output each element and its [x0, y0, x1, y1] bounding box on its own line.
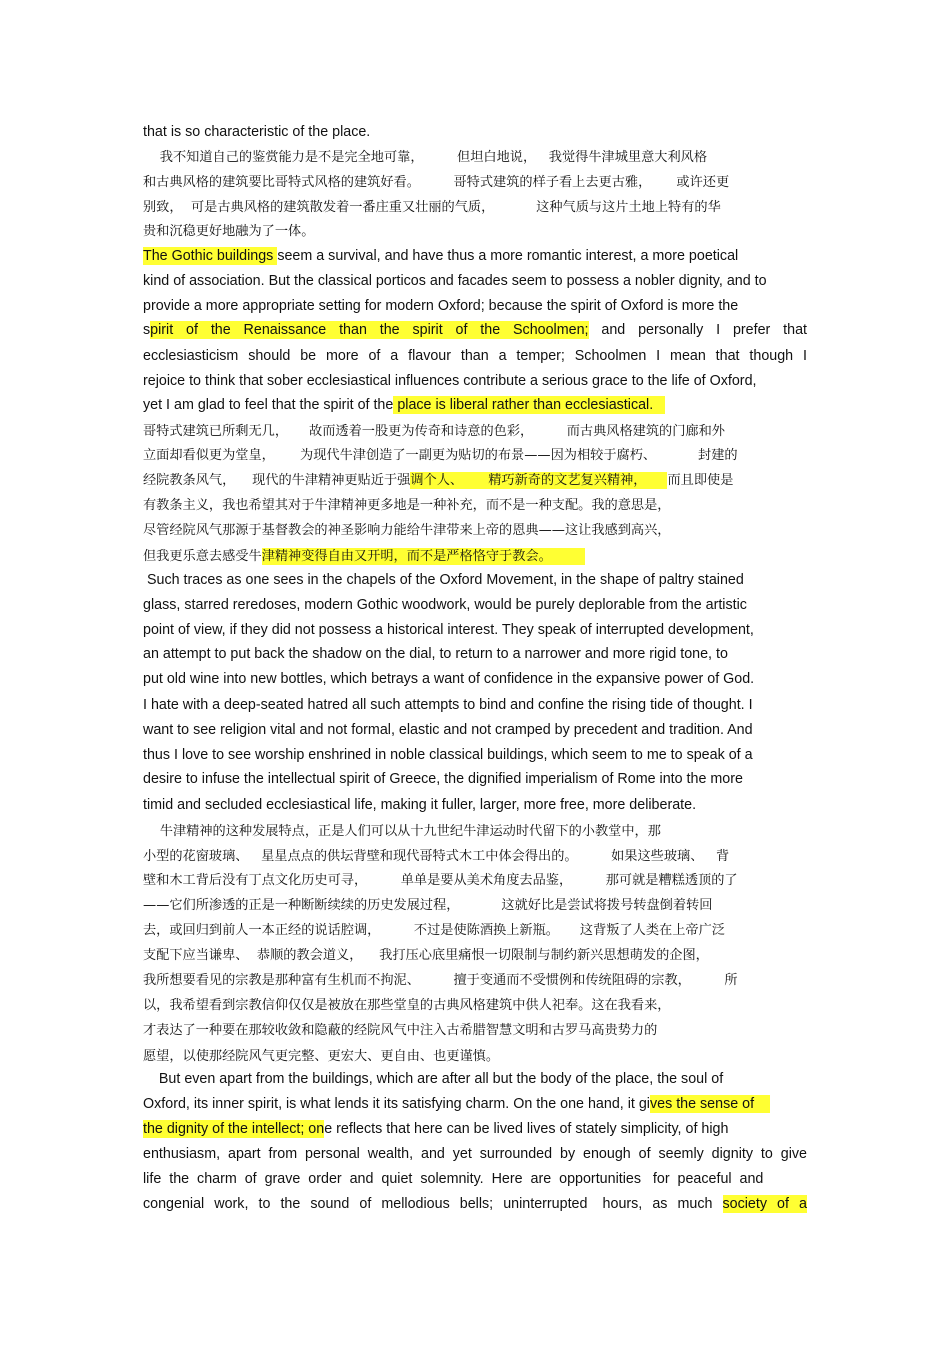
- text-line: [143, 494, 671, 513]
- text-line: [143, 969, 738, 988]
- line-text: put old wine into new bottles, which betrays a want of confidence in the expansive power of God.: [143, 671, 755, 687]
- text-line: [143, 196, 721, 215]
- highlighted-text: 津精神变得自由又开明，而不是严格恪守于教会。: [261, 549, 586, 564]
- text-line: [143, 1071, 723, 1087]
- text-line: [143, 469, 733, 488]
- line-text: kind of association. But the classical porticos and facades seem to possess a nobler dignity, and to: [143, 273, 767, 289]
- line-text: thus I love to see worship enshrined in noble classical buildings, which seem to me to speak of a: [143, 747, 753, 763]
- text-line: [143, 747, 753, 763]
- text-line: [143, 1121, 728, 1137]
- text-line: [143, 273, 767, 289]
- text-line: [143, 671, 754, 687]
- text-line: [143, 820, 661, 839]
- text-line: [143, 420, 725, 439]
- text-line: [143, 220, 314, 239]
- line-text: seem a survival, and have thus a more romantic interest, a more poetical: [277, 248, 739, 264]
- text-line: [143, 1096, 770, 1112]
- line-text: point of view, if they did not possess a historical interest. They speak of interrupted development,: [143, 622, 754, 638]
- text-line: [143, 1045, 499, 1064]
- line-text: e reflects that here can be lived lives of stately simplicity, of high: [324, 1121, 729, 1137]
- text-line: [143, 171, 729, 190]
- highlighted-text: society of a: [722, 1196, 807, 1212]
- text-line: [143, 1196, 807, 1212]
- line-text: 支配下应当谦卑、 恭顺的教会道义， 我打压心底里痛恨一切限制与制约新兴思想萌发的企图，: [143, 948, 709, 963]
- text-line: [143, 124, 370, 140]
- line-text: 小型的花窗玻璃、 星星点点的供坛背壁和现代哥特式木工中体会得出的。 如果这些玻璃、 背: [143, 849, 730, 864]
- text-line: [143, 572, 744, 588]
- highlighted-text: pirit of the Renaissance than the spirit of the Schoolmen;: [150, 322, 589, 338]
- line-text: rejoice to think that sober ecclesiastical influences contribute a serious grace to the life of Oxford,: [143, 373, 757, 389]
- line-text: 以，我希望看到宗教信仰仅仅是被放在那些堂皇的古典风格建筑中供人祀奉。这在我看来，: [143, 998, 671, 1013]
- highlighted-text: 调个人、 精巧新奇的文艺复兴精神，: [410, 473, 668, 488]
- line-text: congenial work, to the sound of mellodious bells; uninterrupted hours, as much: [143, 1196, 723, 1212]
- text-line: [143, 869, 738, 888]
- text-line: [143, 646, 728, 662]
- text-line: [143, 1019, 657, 1038]
- line-text: 有教条主义，我也希望其对于牛津精神更多地是一种补充，而不是一种支配。我的意思是，: [143, 498, 671, 513]
- text-line: [143, 1171, 763, 1187]
- highlighted-text: ves the sense of: [649, 1096, 770, 1112]
- text-line: [143, 444, 738, 463]
- line-text: enthusiasm, apart from personal wealth, and yet surrounded by enough of seemly dignity to give: [143, 1146, 807, 1162]
- line-text: 但我更乐意去感受牛: [143, 549, 262, 564]
- line-text: 去，或回归到前人一本正经的说话腔调， 不过是使陈酒换上新瓶。 这背叛了人类在上帝广泛: [143, 923, 725, 938]
- line-text: timid and secluded ecclesiastical life, making it fuller, larger, more free, more deliberate.: [143, 797, 697, 813]
- line-text: 而且即使是: [667, 473, 734, 488]
- text-line: [143, 771, 743, 787]
- text-line: [143, 622, 754, 638]
- text-line: [143, 597, 747, 613]
- line-text: want to see religion vital and not formal, elastic and not cramped by precedent and tradition. And: [143, 722, 753, 738]
- text-line: [143, 545, 585, 564]
- line-text: 壁和木工背后没有丁点文化历史可寻， 单单是要从美术角度去品鉴， 那可就是糟糕透顶的了: [143, 873, 738, 888]
- line-text: But even apart from the buildings, which are after all but the body of the place, the soul of: [143, 1071, 724, 1087]
- line-text: yet I am glad to feel that the spirit of the: [143, 397, 394, 413]
- text-line: [143, 322, 807, 338]
- highlighted-text: place is liberal rather than ecclesiastical.: [393, 397, 666, 413]
- line-text: 和古典风格的建筑要比哥特式风格的建筑好看。 哥特式建筑的样子看上去更古雅， 或许还更: [143, 175, 730, 190]
- text-line: [143, 894, 712, 913]
- line-text: s: [143, 322, 151, 338]
- text-line: [143, 994, 671, 1013]
- line-text: 我所想要看见的宗教是那种富有生机而不拘泥、 擅于变通而不受惯例和传统阻碍的宗教， 所: [143, 973, 738, 988]
- text-line: [143, 248, 738, 264]
- line-text: ecclesiasticism should be more of a flavour than a temper; Schoolmen I mean that though I: [143, 348, 807, 364]
- line-text: and personally I prefer that: [588, 322, 807, 338]
- text-line: [143, 919, 725, 938]
- text-line: [143, 146, 707, 165]
- line-text: 别致， 可是古典风格的建筑散发着一番庄重又壮丽的气质， 这种气质与这片土地上特有的华: [143, 200, 721, 215]
- line-text: ——它们所渗透的正是一种断断续续的历史发展过程， 这就好比是尝试将拨号转盘倒着转回: [143, 898, 713, 913]
- line-text: that is so characteristic of the place.: [143, 124, 371, 140]
- line-text: life the charm of grave order and quiet solemnity. Here are opportunities for peaceful and: [143, 1171, 764, 1187]
- text-line: [143, 519, 671, 538]
- line-text: provide a more appropriate setting for modern Oxford; because the spirit of Oxford is more the: [143, 298, 739, 314]
- line-text: 贵和沉稳更好地融为了一体。: [143, 224, 315, 239]
- line-text: 立面却看似更为堂皇， 为现代牛津创造了一副更为贴切的布景——因为相较于腐朽、 封建的: [143, 448, 738, 463]
- line-text: I hate with a deep-seated hatred all such attempts to bind and confine the rising tide of thought. I: [143, 697, 753, 713]
- line-text: Oxford, its inner spirit, is what lends it its satisfying charm. On the one hand, it gi: [143, 1096, 650, 1112]
- text-line: [143, 397, 665, 413]
- line-text: 牛津精神的这种发展特点，正是人们可以从十九世纪牛津运动时代留下的小教堂中，那: [143, 824, 661, 839]
- line-text: 我不知道自己的鉴赏能力是不是完全地可靠， 但坦白地说， 我觉得牛津城里意大利风格: [143, 150, 708, 165]
- line-text: an attempt to put back the shadow on the dial, to return to a narrower and more rigid tone, to: [143, 646, 728, 662]
- text-line: [143, 373, 757, 389]
- text-line: [143, 944, 709, 963]
- text-line: [143, 298, 738, 314]
- line-text: 经院教条风气， 现代的牛津精神更贴近于强: [143, 473, 411, 488]
- text-line: [143, 797, 696, 813]
- text-line: [143, 845, 729, 864]
- highlighted-text: The Gothic buildings: [143, 248, 278, 264]
- text-line: [143, 1146, 807, 1162]
- line-text: glass, starred reredoses, modern Gothic woodwork, would be purely deplorable from the artistic: [143, 597, 747, 613]
- line-text: Such traces as one sees in the chapels of the Oxford Movement, in the shape of paltry stained: [143, 572, 744, 588]
- text-line: [143, 697, 753, 713]
- line-text: 哥特式建筑已所剩无几， 故而透着一股更为传奇和诗意的色彩， 而古典风格建筑的门廊和外: [143, 424, 725, 439]
- text-line: [143, 348, 807, 364]
- line-text: 愿望，以使那经院风气更完整、更宏大、更自由、也更谨慎。: [143, 1049, 500, 1064]
- line-text: desire to infuse the intellectual spirit of Greece, the dignified imperialism of Rome into the more: [143, 771, 743, 787]
- highlighted-text: the dignity of the intellect; on: [143, 1121, 325, 1137]
- line-text: 尽管经院风气那源于基督教会的神圣影响力能给牛津带来上帝的恩典——这让我感到高兴，: [143, 523, 671, 538]
- line-text: 才表达了一种要在那较收敛和隐蔽的经院风气中注入古希腊智慧文明和古罗马高贵势力的: [143, 1023, 658, 1038]
- text-line: [143, 722, 753, 738]
